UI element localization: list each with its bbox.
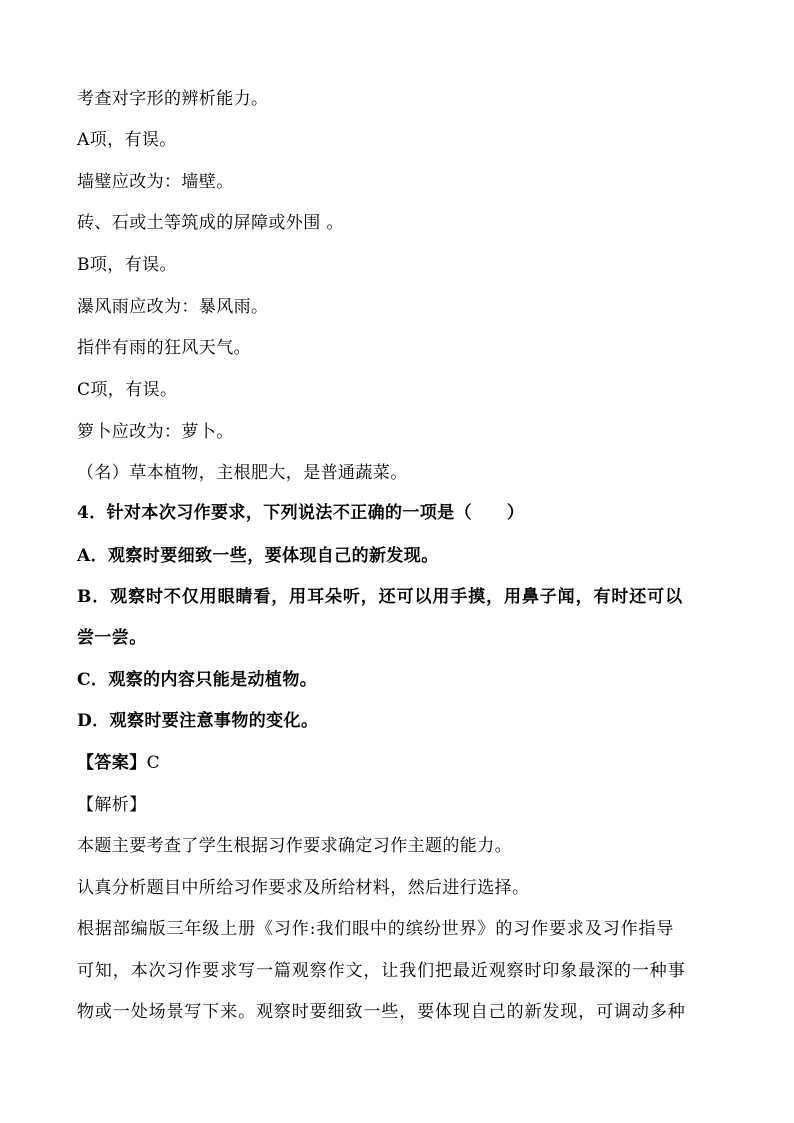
question-4-option-b-continued: 尝一尝。 [77,628,147,648]
option-c-meaning: （名）草本植物，主根肥大，是普通蔬菜。 [77,463,408,483]
option-b-correction: 瀑风雨应改为：暴风雨。 [77,297,269,317]
option-b-meaning: 指伴有雨的狂风天气。 [77,338,251,358]
option-a-meaning: 砖、石或土等筑成的屏障或外围 。 [77,213,344,233]
answer-value: C [146,753,161,773]
option-c-verdict: C项，有误。 [77,380,178,400]
answer-line [77,753,717,773]
analysis-line-5: 物或一处场景写下来。观察时要细致一些，要体现自己的新发现，可调动多种 [77,1002,686,1022]
option-b-verdict: B项，有误。 [77,255,177,275]
question-4-option-a: A．观察时要细致一些，要体现自己的新发现。 [77,546,439,566]
question-4-option-c: C．观察的内容只能是动植物。 [77,670,318,690]
question-4-stem: 4．针对本次习作要求，下列说法不正确的一项是（ ） [77,503,525,523]
analysis-line-3: 根据部编版三年级上册《习作:我们眼中的缤纷世界》的习作要求及习作指导 [77,919,675,939]
question-4-option-d: D．观察时要注意事物的变化。 [77,711,319,731]
option-a-correction: 墙璧应改为：墙壁。 [77,172,234,192]
analysis-line-1: 本题主要考查了学生根据习作要求确定习作主题的能力。 [77,836,512,856]
option-a-verdict: A项，有误。 [77,130,177,150]
question-4-option-b: B．观察时不仅用眼睛看，用耳朵听，还可以用手摸，用鼻子闻，有时还可以 [77,587,683,607]
option-c-correction: 箩卜应改为：萝卜。 [77,422,234,442]
analysis-label: 【解析】 [77,795,147,815]
analysis-line-2: 认真分析题目中所给习作要求及所给材料，然后进行选择。 [77,878,530,898]
analysis-line-4: 可知，本次习作要求写一篇观察作文，让我们把最近观察时印象最深的一种事 [77,961,686,981]
answer-label: 【答案】 [77,753,147,773]
analysis-intro: 考查对字形的辨析能力。 [77,89,269,109]
